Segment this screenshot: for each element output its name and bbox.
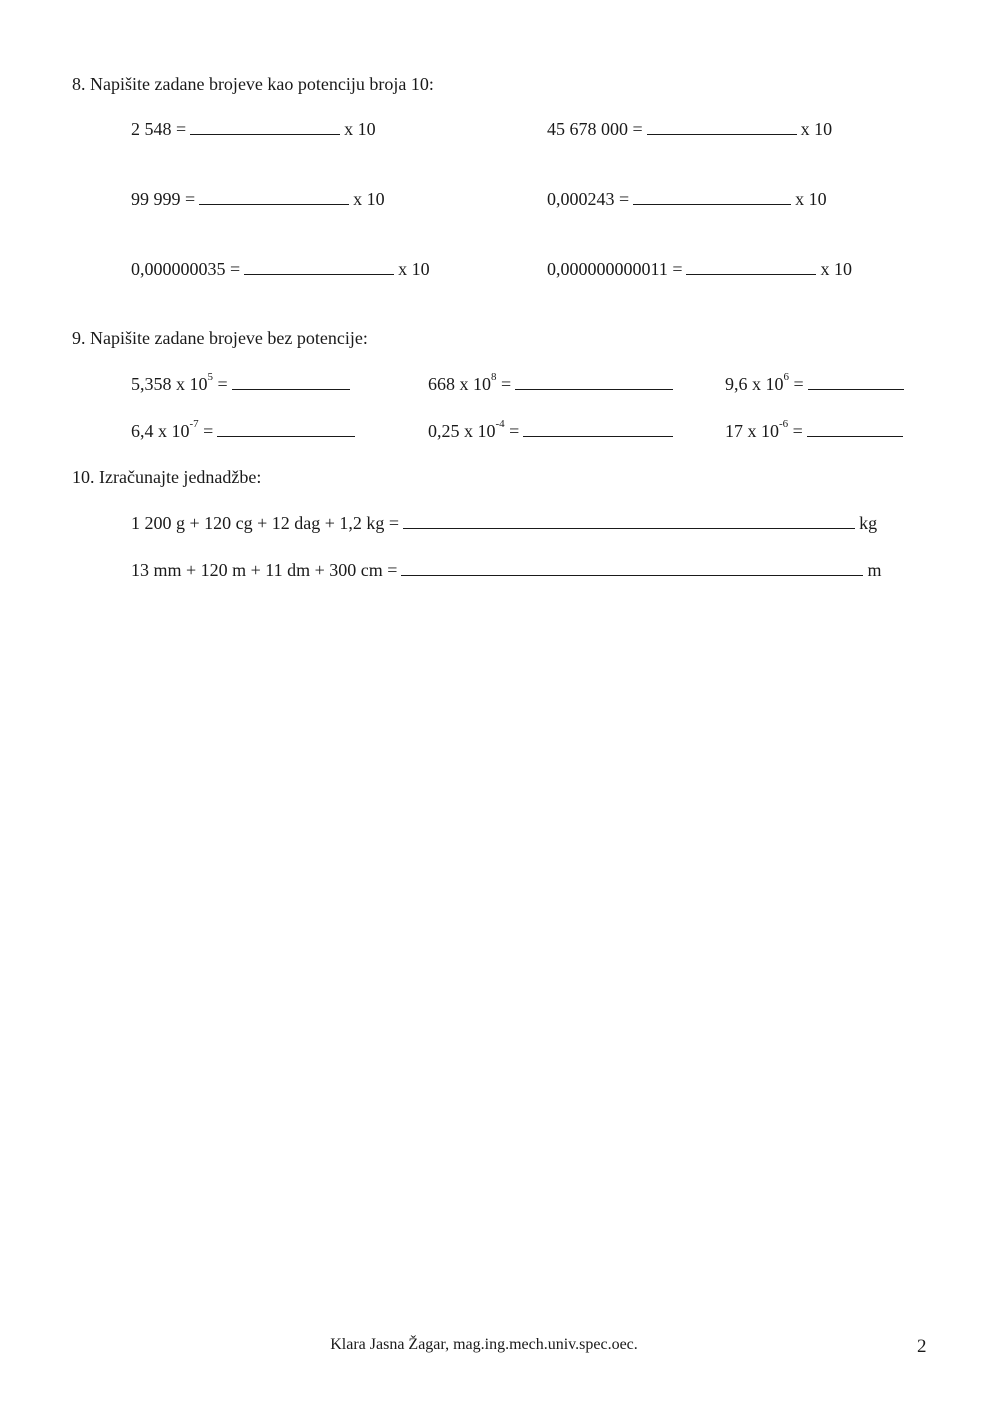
q8-item-6-number: 0,000000000011 = [547, 259, 683, 279]
q8-item-2-answer-blank[interactable] [647, 120, 797, 135]
q8-item-1 [131, 120, 376, 138]
q8-item-3-number: 99 999 = [131, 189, 196, 209]
q9-item-2-exponent: 8 [491, 371, 497, 383]
q9-item-2 [428, 371, 677, 394]
q9-item-2-base: 668 x 10 [428, 374, 491, 394]
q9-item-1-exponent: 5 [207, 371, 213, 383]
footer-author: Klara Jasna Žagar, mag.ing.mech.univ.spec.oec. [330, 1336, 638, 1353]
q8-item-6-suffix: x 10 [820, 259, 852, 279]
q8-item-5-answer-blank[interactable] [244, 260, 394, 275]
q8-item-4-answer-blank[interactable] [633, 190, 791, 205]
q8-item-3 [131, 190, 385, 208]
q8-item-1-number: 2 548 = [131, 119, 187, 139]
q8-item-5-suffix: x 10 [398, 259, 430, 279]
q8-item-2-suffix: x 10 [800, 119, 833, 139]
q9-item-2-answer-blank[interactable] [515, 375, 673, 390]
q8-item-5 [131, 260, 430, 278]
q9-item-5-equals: = [509, 421, 520, 441]
q10-item-1 [131, 514, 877, 532]
q9-item-3-exponent: 6 [783, 371, 789, 383]
q9-item-2-equals: = [501, 374, 512, 394]
q9-item-3-base: 9,6 x 10 [725, 374, 784, 394]
q9-item-1-equals: = [217, 374, 228, 394]
q9-item-5-answer-blank[interactable] [523, 422, 673, 437]
q8-item-3-suffix: x 10 [353, 189, 385, 209]
q9-item-4-base: 6,4 x 10 [131, 421, 190, 441]
q8-item-5-number: 0,000000035 = [131, 259, 241, 279]
page-number: 2 [917, 1336, 927, 1357]
question-8-heading: 8. Napišite zadane brojeve kao potenciju broja 10: [72, 74, 434, 94]
q10-item-2-unit: m [867, 560, 882, 580]
question-9-heading: 9. Napišite zadane brojeve bez potencije: [72, 328, 368, 348]
q8-item-4-number: 0,000243 = [547, 189, 630, 209]
q8-item-6 [547, 260, 852, 278]
q9-item-6-equals: = [792, 421, 803, 441]
q9-item-6-exponent: -6 [779, 418, 789, 430]
q9-item-5-base: 0,25 x 10 [428, 421, 496, 441]
q9-item-6 [725, 418, 907, 441]
q8-item-6-answer-blank[interactable] [686, 260, 816, 275]
q8-item-1-suffix: x 10 [344, 119, 376, 139]
q10-item-2 [131, 561, 881, 579]
q8-item-2-number: 45 678 000 = [547, 119, 643, 139]
q9-item-6-answer-blank[interactable] [807, 422, 903, 437]
q10-item-1-unit: kg [859, 513, 878, 533]
q9-item-4 [131, 418, 359, 441]
q9-item-6-base: 17 x 10 [725, 421, 779, 441]
q9-item-5-exponent: -4 [495, 418, 505, 430]
q9-item-3-answer-blank[interactable] [808, 375, 904, 390]
q10-item-1-answer-blank[interactable] [403, 514, 855, 529]
q10-item-2-answer-blank[interactable] [401, 561, 863, 576]
q9-item-4-answer-blank[interactable] [217, 422, 355, 437]
q9-item-3-equals: = [793, 374, 804, 394]
q10-item-2-expression: 13 mm + 120 m + 11 dm + 300 cm = [131, 560, 398, 580]
q8-item-4 [547, 190, 827, 208]
q8-item-3-answer-blank[interactable] [199, 190, 349, 205]
q8-item-2 [547, 120, 832, 138]
q9-item-1-base: 5,358 x 10 [131, 374, 208, 394]
q9-item-1-answer-blank[interactable] [232, 375, 350, 390]
q10-item-1-expression: 1 200 g + 120 cg + 12 dag + 1,2 kg = [131, 513, 400, 533]
q9-item-4-exponent: -7 [189, 418, 199, 430]
q8-item-4-suffix: x 10 [795, 189, 827, 209]
q9-item-3 [725, 371, 908, 394]
q9-item-4-equals: = [203, 421, 214, 441]
q9-item-5 [428, 418, 677, 441]
q8-item-1-answer-blank[interactable] [190, 120, 340, 135]
question-10-heading: 10. Izračunajte jednadžbe: [72, 467, 262, 487]
q9-item-1 [131, 371, 354, 394]
